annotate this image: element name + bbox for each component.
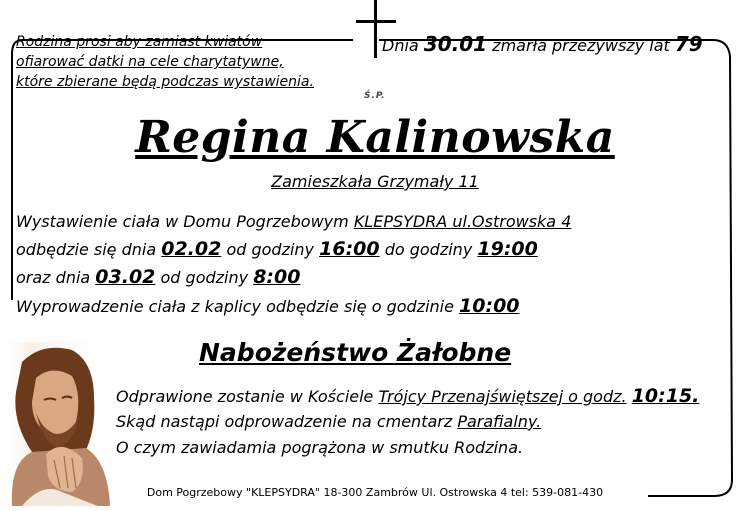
death-middle: zmarła przeżywszy lat [492, 36, 670, 55]
exposition-to-1: 19:00 [477, 238, 538, 260]
exposition-from-2: 8:00 [253, 266, 301, 288]
exposition-from-1: 16:00 [319, 238, 380, 260]
service-title: Nabożeństwo Żałobne [199, 338, 512, 367]
exposition-text: oraz dnia [16, 268, 91, 287]
footer-contact: Dom Pogrzebowy "KLEPSYDRA" 18-300 Zambrów Ul. Ostrowska 4 tel: 539-081-430 [146, 486, 604, 499]
sp-mark: Ś.P. [364, 91, 386, 101]
exposition-text: od godziny [160, 268, 249, 287]
exposition-date-2: 03.02 [95, 266, 156, 288]
service-line-2 [116, 412, 541, 431]
death-prefix: Dnia [382, 36, 419, 55]
exposition-date-1: 02.02 [161, 238, 222, 260]
cemetery-name: Parafialny. [457, 412, 542, 431]
service-line-3: O czym zawiadamia pogrążona w smutku Rodzina. [116, 438, 524, 457]
exposition-text: odbędzie się dnia [16, 240, 157, 259]
address: Zamieszkała Grzymały 11 [271, 172, 479, 191]
exposition-line-3 [16, 266, 300, 288]
death-date: 30.01 [423, 32, 488, 56]
departure-time: 10:00 [459, 295, 520, 317]
exposition-text: Wystawienie ciała w Domu Pogrzebowym [16, 212, 349, 231]
service-text: Skąd nastąpi odprowadzenie na cmentarz [116, 412, 453, 431]
flower-note-line: które zbierane będą podczas wystawienia. [16, 74, 314, 90]
exposition-line-2 [16, 238, 538, 260]
exposition-text: Wyprowadzenie ciała z kaplicy odbędzie się o godzinie [16, 297, 454, 316]
exposition-text: do godziny [384, 240, 473, 259]
flower-note [16, 32, 314, 92]
flower-note-line: Rodzina prosi aby zamiast kwiatów [16, 34, 263, 50]
cross-icon-horizontal [356, 20, 396, 23]
exposition-text: od godziny [226, 240, 315, 259]
death-info [382, 32, 703, 56]
flower-note-line: ofiarować datki na cele charytatywne, [16, 54, 284, 70]
service-text: Odprawione zostanie w Kościele [116, 387, 374, 406]
cross-icon-vertical [374, 0, 377, 58]
church-name: Trójcy Przenajświętszej o godz. [378, 387, 627, 406]
age: 79 [674, 32, 703, 56]
funeral-home-place: KLEPSYDRA ul.Ostrowska 4 [353, 212, 572, 231]
praying-jesus-image [2, 342, 114, 506]
service-line-1 [116, 385, 699, 407]
exposition-line-4 [16, 295, 520, 317]
exposition-line-1 [16, 212, 571, 231]
deceased-name: Regina Kalinowska [135, 112, 615, 163]
service-time: 10:15. [631, 385, 700, 407]
